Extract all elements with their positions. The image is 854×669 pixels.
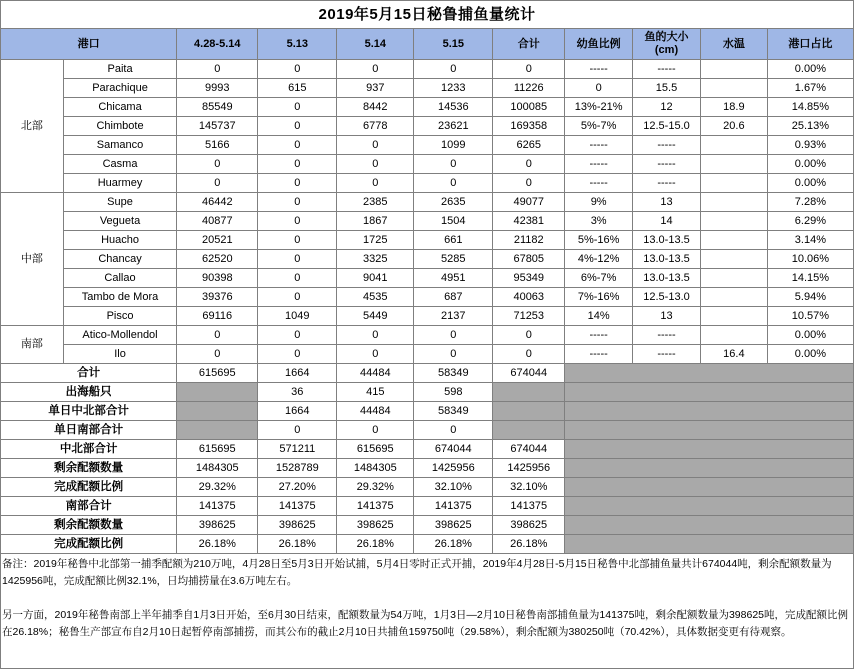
port-cell-water: 16.4 [700,345,767,364]
port-cell-d1: 0 [177,345,258,364]
port-cell-d1: 90398 [177,269,258,288]
note-south: 另一方面，2019年秘鲁南部上半年捕季自1月3日开始，至6月30日结束，配额数量为54万吨，1月3日—2月10日秘鲁南部捕鱼量为141375吨，剩余配额数量为398625吨，完成配额比例在26.18%；秘鲁生产部宣布自2月10日起暂停南部捕捞，而其公布的截止2月10日共捕鱼159750吨（29.58%），剩余配额为380250吨（70.42%），具体数据变更有待观察。 [2,609,849,638]
summary-label: 剩余配额数量 [1,516,177,535]
port-cell-juvenile: 4%-12% [565,250,633,269]
port-cell-d1: 46442 [177,193,258,212]
table-row [1,250,854,269]
table-row [1,288,854,307]
port-cell-d2: 0 [258,98,337,117]
header-size-unit: (cm) [654,44,679,56]
summary-cell-d4: 598 [414,383,493,402]
port-cell-share: 14.15% [767,269,853,288]
port-cell-total: 21182 [493,231,565,250]
port-cell-d4: 1504 [414,212,493,231]
port-cell-d1: 62520 [177,250,258,269]
summary-label: 完成配额比例 [1,478,177,497]
port-cell-total: 6265 [493,136,565,155]
port-cell-juvenile: ----- [565,60,633,79]
port-cell-share: 25.13% [767,117,853,136]
port-cell-d2: 0 [258,174,337,193]
port-cell-share: 10.06% [767,250,853,269]
summary-cell-d3: 44484 [337,364,414,383]
port-cell-water [700,307,767,326]
summary-filler [565,402,854,421]
port-cell-water [700,326,767,345]
port-cell-share: 14.85% [767,98,853,117]
summary-row [1,364,854,383]
summary-label: 完成配额比例 [1,535,177,554]
header-date-4: 5.15 [414,29,493,60]
port-cell-share: 0.00% [767,345,853,364]
header-port: 港口 [1,29,177,60]
port-cell-juvenile: ----- [565,174,633,193]
header-total: 合计 [493,29,565,60]
port-cell-d4: 0 [414,326,493,345]
table-row [1,60,854,79]
note-north: 备注：2019年秘鲁中北部第一捕季配额为210万吨，4月28日至5月3日开始试捕，5月4日零时正式开捕，2019年4月28日-5月15日秘鲁中北部捕鱼量共计674044吨，剩余配额数量为1425956吨，完成配额比例32.1%，日均捕捞量在3.6万吨左右。 [2,558,832,587]
summary-cell-d2: 398625 [258,516,337,535]
port-cell-total: 0 [493,345,565,364]
summary-cell-d4: 0 [414,421,493,440]
port-cell-d2: 0 [258,269,337,288]
port-cell-d3: 8442 [337,98,414,117]
port-cell-d4: 2137 [414,307,493,326]
port-cell-total: 100085 [493,98,565,117]
port-cell-d4: 661 [414,231,493,250]
summary-cell-d2: 1528789 [258,459,337,478]
table-row [1,117,854,136]
port-cell-d3: 1867 [337,212,414,231]
port-cell-port: Ilo [63,345,176,364]
port-cell-d4: 1233 [414,79,493,98]
table-row [1,345,854,364]
summary-cell-total: 674044 [493,440,565,459]
summary-cell-d4: 1425956 [414,459,493,478]
port-cell-size: 12.5-15.0 [633,117,701,136]
summary-cell-total: 1425956 [493,459,565,478]
port-cell-port: Atico-Mollendol [63,326,176,345]
port-cell-size: ----- [633,174,701,193]
port-cell-water: 20.6 [700,117,767,136]
port-cell-water: 18.9 [700,98,767,117]
summary-cell-total: 32.10% [493,478,565,497]
summary-cell-d1: 29.32% [177,478,258,497]
port-cell-total: 169358 [493,117,565,136]
summary-filler [565,459,854,478]
port-cell-d2: 0 [258,250,337,269]
summary-cell-d3: 141375 [337,497,414,516]
summary-cell-d2: 1664 [258,364,337,383]
port-cell-share: 0.93% [767,136,853,155]
port-cell-size: ----- [633,60,701,79]
summary-row [1,535,854,554]
port-cell-water [700,79,767,98]
table-title: 2019年5月15日秘鲁捕鱼量统计 [1,1,854,29]
port-cell-d2: 0 [258,345,337,364]
summary-row [1,497,854,516]
port-cell-total: 71253 [493,307,565,326]
summary-filler [565,383,854,402]
summary-cell-d2: 571211 [258,440,337,459]
port-cell-total: 95349 [493,269,565,288]
summary-label: 南部合计 [1,497,177,516]
port-cell-size: 13.0-13.5 [633,269,701,288]
summary-label: 出海船只 [1,383,177,402]
port-cell-d1: 0 [177,155,258,174]
header-share: 港口占比 [767,29,853,60]
port-cell-share: 1.67% [767,79,853,98]
header-date-2: 5.13 [258,29,337,60]
port-cell-d2: 0 [258,212,337,231]
port-cell-juvenile: ----- [565,345,633,364]
summary-cell-total: 398625 [493,516,565,535]
port-cell-d4: 0 [414,155,493,174]
port-cell-total: 67805 [493,250,565,269]
table-row [1,79,854,98]
port-cell-size: 14 [633,212,701,231]
summary-cell-d4: 32.10% [414,478,493,497]
summary-cell-d2: 0 [258,421,337,440]
summary-cell-total [493,402,565,421]
summary-cell-d1: 1484305 [177,459,258,478]
port-cell-total: 11226 [493,79,565,98]
port-cell-d2: 0 [258,60,337,79]
summary-cell-total: 26.18% [493,535,565,554]
port-cell-port: Samanco [63,136,176,155]
port-cell-juvenile: 13%-21% [565,98,633,117]
port-cell-water [700,174,767,193]
table-row [1,307,854,326]
port-cell-share: 0.00% [767,155,853,174]
summary-cell-d3: 0 [337,421,414,440]
port-cell-port: Huarmey [63,174,176,193]
header-juvenile: 幼鱼比例 [565,29,633,60]
port-cell-d1: 39376 [177,288,258,307]
port-cell-total: 0 [493,174,565,193]
summary-cell-d1 [177,421,258,440]
port-cell-d4: 14536 [414,98,493,117]
summary-cell-d4: 398625 [414,516,493,535]
port-cell-size: ----- [633,155,701,174]
port-cell-total: 40063 [493,288,565,307]
table-row [1,174,854,193]
port-cell-d3: 6778 [337,117,414,136]
port-cell-size: 12 [633,98,701,117]
notes [2,556,852,641]
port-cell-d3: 0 [337,60,414,79]
port-cell-size: 15.5 [633,79,701,98]
port-cell-d1: 20521 [177,231,258,250]
summary-row [1,383,854,402]
summary-row [1,421,854,440]
port-cell-port: Chicama [63,98,176,117]
region-south: 南部 [1,326,64,364]
port-cell-juvenile: 5%-7% [565,117,633,136]
summary-cell-total [493,421,565,440]
summary-cell-d3: 26.18% [337,535,414,554]
port-cell-size: ----- [633,326,701,345]
summary-cell-d2: 27.20% [258,478,337,497]
port-cell-share: 7.28% [767,193,853,212]
port-cell-d3: 0 [337,345,414,364]
port-cell-port: Paita [63,60,176,79]
summary-cell-d1: 26.18% [177,535,258,554]
port-cell-juvenile: ----- [565,326,633,345]
port-cell-d3: 1725 [337,231,414,250]
port-cell-d2: 0 [258,193,337,212]
header-size-label: 鱼的大小 [644,31,689,43]
summary-label: 合计 [1,364,177,383]
port-cell-d1: 5166 [177,136,258,155]
summary-row [1,459,854,478]
port-cell-d3: 2385 [337,193,414,212]
port-cell-share: 3.14% [767,231,853,250]
port-cell-port: Huacho [63,231,176,250]
port-cell-port: Parachique [63,79,176,98]
port-cell-water [700,231,767,250]
summary-cell-d3: 415 [337,383,414,402]
port-cell-d2: 1049 [258,307,337,326]
summary-cell-d1: 615695 [177,440,258,459]
port-cell-size: ----- [633,136,701,155]
port-cell-total: 0 [493,155,565,174]
port-cell-port: Chimbote [63,117,176,136]
port-cell-d1: 0 [177,326,258,345]
port-cell-d2: 0 [258,231,337,250]
port-cell-d3: 0 [337,174,414,193]
port-cell-d3: 0 [337,155,414,174]
port-cell-d4: 687 [414,288,493,307]
port-cell-total: 42381 [493,212,565,231]
port-cell-water [700,250,767,269]
port-cell-total: 0 [493,326,565,345]
table-row [1,155,854,174]
port-cell-share: 0.00% [767,60,853,79]
port-cell-port: Callao [63,269,176,288]
port-cell-d1: 145737 [177,117,258,136]
summary-cell-total [493,383,565,402]
port-cell-d4: 0 [414,345,493,364]
summary-cell-d1: 398625 [177,516,258,535]
port-cell-size: 12.5-13.0 [633,288,701,307]
port-cell-d4: 5285 [414,250,493,269]
port-cell-water [700,155,767,174]
summary-cell-d4: 26.18% [414,535,493,554]
summary-filler [565,364,854,383]
table-row [1,269,854,288]
port-cell-share: 0.00% [767,326,853,345]
port-cell-d2: 615 [258,79,337,98]
port-cell-juvenile: 5%-16% [565,231,633,250]
port-cell-water [700,212,767,231]
summary-cell-d2: 36 [258,383,337,402]
port-cell-port: Chancay [63,250,176,269]
region-north: 北部 [1,60,64,193]
port-cell-d1: 40877 [177,212,258,231]
summary-cell-d3: 1484305 [337,459,414,478]
summary-cell-d3: 44484 [337,402,414,421]
table-row [1,98,854,117]
port-cell-port: Supe [63,193,176,212]
port-cell-water [700,60,767,79]
summary-cell-d4: 58349 [414,402,493,421]
port-cell-size: 13 [633,193,701,212]
port-cell-size: 13.0-13.5 [633,231,701,250]
port-cell-share: 5.94% [767,288,853,307]
table-row [1,212,854,231]
port-cell-d1: 9993 [177,79,258,98]
port-cell-d1: 0 [177,60,258,79]
port-cell-size: ----- [633,345,701,364]
port-cell-share: 6.29% [767,212,853,231]
summary-row [1,402,854,421]
port-cell-juvenile: 7%-16% [565,288,633,307]
port-cell-juvenile: ----- [565,155,633,174]
summary-label: 中北部合计 [1,440,177,459]
table-row [1,136,854,155]
port-cell-water [700,193,767,212]
port-cell-d3: 937 [337,79,414,98]
table-row [1,326,854,345]
summary-cell-d2: 26.18% [258,535,337,554]
port-cell-d3: 9041 [337,269,414,288]
port-cell-d3: 0 [337,326,414,345]
summary-row [1,478,854,497]
port-cell-d4: 1099 [414,136,493,155]
port-cell-d4: 0 [414,60,493,79]
port-cell-d1: 69116 [177,307,258,326]
port-cell-juvenile: 3% [565,212,633,231]
summary-cell-d4: 674044 [414,440,493,459]
port-cell-total: 0 [493,60,565,79]
port-cell-d4: 23621 [414,117,493,136]
port-cell-port: Tambo de Mora [63,288,176,307]
summary-filler [565,478,854,497]
port-cell-share: 10.57% [767,307,853,326]
summary-cell-d3: 398625 [337,516,414,535]
port-cell-d4: 4951 [414,269,493,288]
summary-cell-d1: 141375 [177,497,258,516]
port-cell-d3: 5449 [337,307,414,326]
port-cell-size: 13.0-13.5 [633,250,701,269]
port-cell-juvenile: ----- [565,136,633,155]
header-date-1: 4.28-5.14 [177,29,258,60]
summary-cell-d4: 141375 [414,497,493,516]
header-size [633,29,701,60]
summary-label: 剩余配额数量 [1,459,177,478]
port-cell-size: 13 [633,307,701,326]
header-date-3: 5.14 [337,29,414,60]
summary-row [1,516,854,535]
port-cell-d2: 0 [258,288,337,307]
port-cell-port: Pisco [63,307,176,326]
summary-cell-total: 674044 [493,364,565,383]
summary-cell-d4: 58349 [414,364,493,383]
summary-row [1,440,854,459]
port-cell-d3: 3325 [337,250,414,269]
port-cell-d1: 0 [177,174,258,193]
port-cell-water [700,136,767,155]
summary-cell-d2: 141375 [258,497,337,516]
port-cell-d4: 0 [414,174,493,193]
summary-filler [565,516,854,535]
port-cell-water [700,288,767,307]
port-cell-d2: 0 [258,155,337,174]
port-cell-total: 49077 [493,193,565,212]
summary-filler [565,421,854,440]
summary-cell-d3: 29.32% [337,478,414,497]
port-cell-water [700,269,767,288]
summary-cell-d2: 1664 [258,402,337,421]
port-cell-juvenile: 6%-7% [565,269,633,288]
header-water: 水温 [700,29,767,60]
port-cell-d1: 85549 [177,98,258,117]
table-row [1,231,854,250]
summary-cell-d1 [177,402,258,421]
port-cell-d2: 0 [258,117,337,136]
port-cell-juvenile: 14% [565,307,633,326]
port-cell-d4: 2635 [414,193,493,212]
port-cell-d2: 0 [258,326,337,345]
port-cell-juvenile: 0 [565,79,633,98]
port-cell-port: Casma [63,155,176,174]
table-row [1,193,854,212]
summary-cell-d3: 615695 [337,440,414,459]
port-cell-share: 0.00% [767,174,853,193]
header-row [1,29,854,60]
summary-filler [565,440,854,459]
port-cell-d2: 0 [258,136,337,155]
summary-filler [565,535,854,554]
port-cell-juvenile: 9% [565,193,633,212]
summary-label: 单日南部合计 [1,421,177,440]
region-central: 中部 [1,193,64,326]
summary-label: 单日中北部合计 [1,402,177,421]
port-cell-d3: 0 [337,136,414,155]
port-cell-d3: 4535 [337,288,414,307]
summary-cell-d1: 615695 [177,364,258,383]
summary-cell-d1 [177,383,258,402]
summary-cell-total: 141375 [493,497,565,516]
port-cell-port: Vegueta [63,212,176,231]
summary-filler [565,497,854,516]
